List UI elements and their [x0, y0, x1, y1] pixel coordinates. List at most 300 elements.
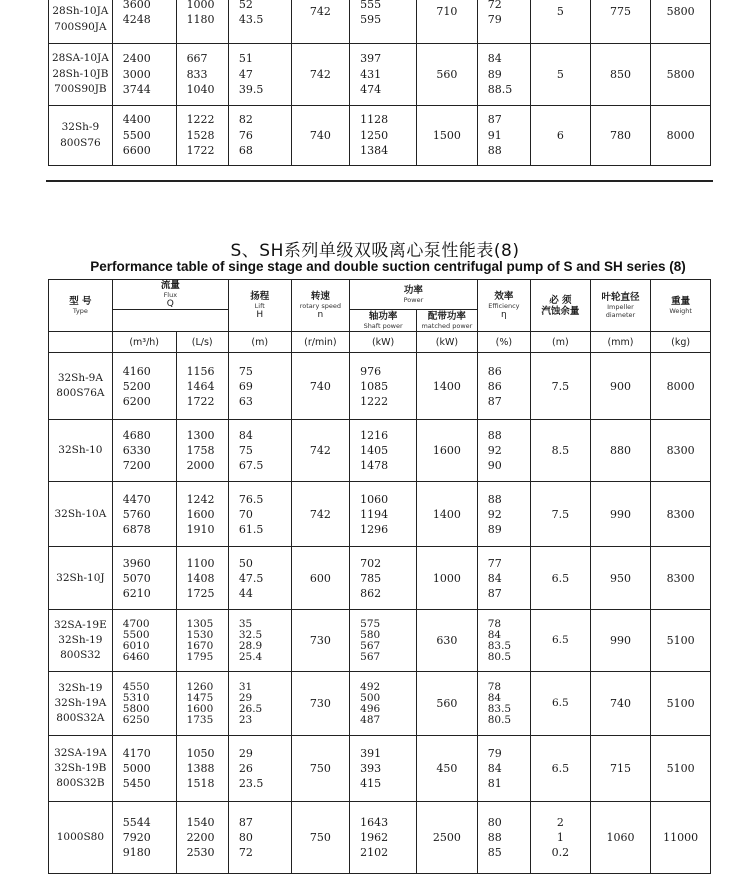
- cell-flow-m3h: [112, 802, 176, 874]
- cell-impeller-dia: 990: [590, 610, 651, 672]
- cell-value: 32Sh-19B: [54, 762, 107, 774]
- cell-matched-power: 2500: [417, 802, 478, 874]
- cell-flow-m3h: [112, 44, 176, 106]
- cell-matched-power: 1400: [417, 482, 478, 547]
- cell-value: 76.5: [238, 492, 264, 506]
- cell-efficiency: [477, 106, 530, 166]
- cell-value: 32SA-19E: [54, 619, 107, 631]
- cell-value: 1085: [360, 379, 389, 393]
- cell-value: 29: [238, 691, 253, 704]
- cell-value: 78: [487, 617, 502, 630]
- cell-speed: 730: [291, 610, 350, 672]
- cell-value: 1260: [186, 680, 214, 693]
- cell-weight: 5100: [651, 736, 711, 802]
- header-flow-q: [112, 310, 228, 332]
- cell-value: 88: [487, 492, 502, 506]
- cell-value: 75: [238, 364, 253, 378]
- cell-value: 1296: [360, 522, 389, 536]
- cell-value: 26.5: [238, 702, 263, 715]
- cell-value: 1670: [186, 639, 214, 652]
- cell-value: 1475: [186, 691, 214, 704]
- cell-value: 1478: [360, 459, 389, 472]
- cell-flow-m3h: [112, 736, 176, 802]
- cell-value: 47.5: [238, 571, 264, 585]
- cell-value: 89: [487, 522, 502, 536]
- table-row: [49, 547, 711, 610]
- cell-value: 28SA-10JA: [51, 52, 109, 65]
- cell-value: 84: [487, 628, 502, 641]
- cell-flow-m3h: [112, 547, 176, 610]
- cell-head: [228, 672, 291, 736]
- unit-cell: (kg): [651, 332, 711, 353]
- cell-npshr: [531, 420, 591, 482]
- cell-flow-m3h: [112, 672, 176, 736]
- cell-impeller-dia: 950: [590, 547, 651, 610]
- cell-value: 1725: [186, 586, 215, 600]
- cell-value: 800S76: [60, 136, 101, 149]
- cell-flow-m3h: [112, 0, 176, 44]
- cell-weight: 8000: [651, 353, 711, 420]
- cell-value: 75: [238, 444, 253, 457]
- cell-flow-m3h: [112, 482, 176, 547]
- cell-head: [228, 353, 291, 420]
- cell-value: 393: [360, 762, 382, 775]
- cell-value: 4248: [122, 13, 151, 26]
- cell-value: 32SA-19A: [54, 747, 107, 759]
- cell-value: 431: [360, 67, 382, 81]
- cell-value: 3000: [122, 67, 151, 81]
- cell-value: 1040: [186, 83, 215, 97]
- cell-value: 88: [487, 144, 502, 158]
- cell-shaft-power: [350, 672, 417, 736]
- cell-value: 785: [360, 571, 382, 585]
- cell-value: 3744: [122, 83, 151, 97]
- cell-value: 4700: [122, 617, 150, 630]
- cell-value: 1: [556, 831, 564, 844]
- table-title-english: Performance table of singe stage and double suction centrifugal pump of S and SH series (8): [90, 259, 686, 274]
- cell-value: 1962: [360, 831, 389, 844]
- cell-value: 84: [487, 691, 502, 704]
- cell-type: [49, 482, 113, 547]
- cell-npshr: 6: [531, 106, 591, 166]
- cell-value: 702: [360, 556, 382, 570]
- cell-value: 1194: [360, 507, 389, 521]
- cell-value: 72: [238, 846, 253, 859]
- cell-value: 595: [360, 13, 382, 26]
- cell-matched-power: 1600: [417, 420, 478, 482]
- cell-value: 5544: [122, 816, 151, 829]
- cell-value: 47: [238, 67, 253, 81]
- cell-value: 88.5: [487, 83, 513, 97]
- cell-value: 7920: [122, 831, 151, 844]
- cell-value: 32Sh-10: [58, 444, 103, 456]
- cell-speed: 742: [291, 482, 350, 547]
- cell-impeller-dia: 775: [590, 0, 651, 44]
- cell-value: 1300: [186, 429, 215, 442]
- cell-value: 23.5: [238, 777, 264, 790]
- cell-value: 7200: [122, 459, 151, 472]
- cell-head: [228, 547, 291, 610]
- cell-value: 2530: [186, 846, 215, 859]
- cell-value: 1600: [186, 507, 215, 521]
- cell-type: [49, 736, 113, 802]
- cell-value: 82: [238, 113, 253, 127]
- cell-type: [49, 0, 113, 44]
- table-row: [49, 802, 711, 874]
- cell-shaft-power: [350, 482, 417, 547]
- cell-value: 5310: [122, 691, 150, 704]
- cell-value: 1384: [360, 144, 389, 158]
- unit-cell: (mm): [590, 332, 651, 353]
- cell-impeller-dia: 740: [590, 672, 651, 736]
- cell-value: 6.5: [551, 762, 570, 775]
- cell-speed: 730: [291, 672, 350, 736]
- cell-head: [228, 44, 291, 106]
- cell-value: 35: [238, 617, 253, 630]
- unit-cell: (kW): [417, 332, 478, 353]
- cell-type: [49, 353, 113, 420]
- cell-value: 2400: [122, 52, 151, 66]
- cell-value: 6878: [122, 522, 151, 536]
- cell-value: 28.9: [238, 639, 263, 652]
- cell-flow-ls: [176, 353, 228, 420]
- cell-flow-ls: [176, 420, 228, 482]
- cell-value: 800S76A: [56, 387, 105, 399]
- cell-shaft-power: [350, 547, 417, 610]
- cell-matched-power: 630: [417, 610, 478, 672]
- cell-value: 1722: [186, 144, 215, 158]
- cell-value: 84: [487, 762, 502, 775]
- cell-value: 5000: [122, 762, 151, 775]
- cell-value: 1100: [186, 556, 215, 570]
- cell-impeller-dia: 900: [590, 353, 651, 420]
- cell-value: 397: [360, 52, 382, 66]
- cell-value: 6250: [122, 713, 150, 726]
- cell-value: 44: [238, 586, 253, 600]
- top-performance-table: [48, 0, 711, 166]
- cell-matched-power: 710: [417, 0, 478, 44]
- cell-efficiency: [477, 736, 530, 802]
- cell-value: 4680: [122, 429, 151, 442]
- table-row: [49, 44, 711, 106]
- cell-speed: 742: [291, 44, 350, 106]
- cell-value: 61.5: [238, 522, 264, 536]
- cell-value: 51: [238, 52, 253, 66]
- cell-value: 91: [487, 128, 502, 142]
- cell-value: 1405: [360, 444, 389, 457]
- cell-shaft-power: [350, 736, 417, 802]
- cell-flow-ls: [176, 482, 228, 547]
- cell-value: 6010: [122, 639, 150, 652]
- table-row: [49, 106, 711, 166]
- cell-efficiency: [477, 610, 530, 672]
- cell-value: 81: [487, 777, 502, 790]
- cell-head: [228, 0, 291, 44]
- cell-value: 833: [186, 67, 208, 81]
- header-head: 扬程 Lift H: [228, 280, 291, 332]
- unit-cell: (m): [531, 332, 591, 353]
- cell-value: 92: [487, 444, 502, 457]
- cell-head: [228, 106, 291, 166]
- cell-value: 6.5: [551, 571, 570, 585]
- cell-efficiency: [477, 672, 530, 736]
- cell-speed: 740: [291, 106, 350, 166]
- cell-impeller-dia: 1060: [590, 802, 651, 874]
- cell-value: 800S32: [60, 649, 101, 661]
- cell-value: 32.5: [238, 628, 263, 641]
- cell-type: [49, 44, 113, 106]
- cell-value: 63: [238, 394, 253, 408]
- cell-value: 1180: [186, 13, 215, 26]
- cell-weight: 11000: [651, 802, 711, 874]
- cell-value: 67.5: [238, 459, 264, 472]
- cell-value: 487: [360, 713, 381, 726]
- cell-value: 1242: [186, 492, 215, 506]
- header-power: 功率 Power: [350, 280, 478, 310]
- cell-weight: 8300: [651, 547, 711, 610]
- cell-value: 28Sh-10JA: [52, 5, 109, 18]
- cell-flow-ls: [176, 736, 228, 802]
- cell-shaft-power: [350, 106, 417, 166]
- cell-value: 800S32A: [56, 712, 105, 724]
- cell-value: 500: [360, 691, 381, 704]
- cell-value: 2102: [360, 846, 389, 859]
- cell-value: 1758: [186, 444, 215, 457]
- cell-value: 52: [238, 0, 253, 11]
- cell-value: 1722: [186, 394, 215, 408]
- cell-value: 5070: [122, 571, 151, 585]
- cell-value: 32Sh-19A: [54, 697, 107, 709]
- cell-efficiency: [477, 353, 530, 420]
- cell-value: 1156: [186, 364, 215, 378]
- cell-flow-m3h: [112, 106, 176, 166]
- cell-value: 87: [238, 816, 253, 829]
- cell-shaft-power: [350, 610, 417, 672]
- table-row: [49, 672, 711, 736]
- cell-value: 88: [487, 429, 502, 442]
- cell-value: 2200: [186, 831, 215, 844]
- cell-value: 567: [360, 639, 381, 652]
- top-table-bottom-rule: [46, 180, 713, 182]
- cell-type: [49, 672, 113, 736]
- cell-value: 0.2: [551, 846, 570, 859]
- header-shaft-power: 轴功率 Shaft power: [350, 310, 417, 332]
- table-row: [49, 482, 711, 547]
- cell-value: 83.5: [487, 639, 512, 652]
- cell-value: 72: [487, 0, 502, 11]
- header-row-1: [49, 280, 711, 310]
- cell-value: 86: [487, 364, 502, 378]
- cell-value: 28Sh-10JB: [52, 67, 109, 80]
- cell-value: 1216: [360, 429, 389, 442]
- cell-value: 1530: [186, 628, 214, 641]
- cell-value: 567: [360, 650, 381, 663]
- cell-value: 76: [238, 128, 253, 142]
- cell-value: 87: [487, 586, 502, 600]
- cell-value: 580: [360, 628, 381, 641]
- cell-value: 5200: [122, 379, 151, 393]
- header-flow: 流量 Flux Q: [112, 280, 228, 310]
- cell-value: 667: [186, 52, 208, 66]
- cell-value: 1050: [186, 747, 215, 760]
- cell-value: 700S90JA: [54, 20, 107, 33]
- cell-value: 83.5: [487, 702, 512, 715]
- cell-value: 496: [360, 702, 381, 715]
- cell-head: [228, 802, 291, 874]
- cell-npshr: 5: [531, 0, 591, 44]
- cell-npshr: [531, 547, 591, 610]
- cell-value: 87: [487, 113, 502, 127]
- table-title-chinese: S、SH系列单级双吸离心泵性能表(8): [230, 241, 520, 261]
- cell-weight: 8300: [651, 420, 711, 482]
- cell-impeller-dia: 850: [590, 44, 651, 106]
- cell-value: 79: [487, 747, 502, 760]
- cell-value: 78: [487, 680, 502, 693]
- cell-value: 7.5: [551, 379, 570, 393]
- unit-cell: (m): [228, 332, 291, 353]
- cell-npshr: [531, 672, 591, 736]
- cell-value: 31: [238, 680, 253, 693]
- cell-matched-power: 1500: [417, 106, 478, 166]
- table-row: [49, 610, 711, 672]
- cell-value: 88: [487, 831, 502, 844]
- cell-value: 1910: [186, 522, 215, 536]
- cell-value: 86: [487, 379, 502, 393]
- cell-value: 32Sh-19: [58, 682, 103, 694]
- cell-value: 391: [360, 747, 382, 760]
- cell-value: 4470: [122, 492, 151, 506]
- cell-shaft-power: [350, 420, 417, 482]
- cell-value: 1060: [360, 492, 389, 506]
- cell-value: 2000: [186, 459, 215, 472]
- cell-value: 700S90JB: [54, 83, 107, 96]
- cell-type: [49, 802, 113, 874]
- cell-type: [49, 610, 113, 672]
- header-type: 型 号 Type: [49, 280, 113, 332]
- cell-value: 80.5: [487, 713, 512, 726]
- cell-efficiency: [477, 482, 530, 547]
- cell-value: 4550: [122, 680, 150, 693]
- unit-cell: (L/s): [176, 332, 228, 353]
- header-weight: 重量 Weight: [651, 280, 711, 332]
- cell-head: [228, 610, 291, 672]
- cell-value: 3600: [122, 0, 151, 11]
- cell-value: 492: [360, 680, 381, 693]
- cell-value: 32Sh-19: [58, 634, 103, 646]
- cell-value: 92: [487, 507, 502, 521]
- cell-value: 1222: [186, 113, 215, 127]
- cell-shaft-power: [350, 44, 417, 106]
- cell-value: 70: [238, 507, 253, 521]
- cell-value: 1000S80: [56, 831, 105, 843]
- header-impeller-diameter: 叶轮直径 Impeller diameter: [590, 280, 651, 332]
- cell-value: 43.5: [238, 13, 264, 26]
- cell-value: 9180: [122, 846, 151, 859]
- cell-value: 1000: [186, 0, 215, 11]
- cell-efficiency: [477, 44, 530, 106]
- cell-value: 80: [238, 831, 253, 844]
- cell-value: 5500: [122, 128, 151, 142]
- cell-value: 5450: [122, 777, 151, 790]
- cell-weight: 8000: [651, 106, 711, 166]
- cell-value: 6.5: [552, 634, 569, 646]
- cell-value: 6.5: [552, 697, 569, 709]
- cell-matched-power: 560: [417, 44, 478, 106]
- cell-shaft-power: [350, 802, 417, 874]
- cell-efficiency: [477, 0, 530, 44]
- cell-value: 1408: [186, 571, 215, 585]
- cell-weight: 5100: [651, 610, 711, 672]
- cell-impeller-dia: 880: [590, 420, 651, 482]
- cell-value: 69: [238, 379, 253, 393]
- cell-value: 575: [360, 617, 381, 630]
- cell-value: 5800: [122, 702, 150, 715]
- cell-speed: 742: [291, 420, 350, 482]
- cell-matched-power: 560: [417, 672, 478, 736]
- cell-efficiency: [477, 547, 530, 610]
- cell-value: 6210: [122, 586, 151, 600]
- unit-cell: (kW): [350, 332, 417, 353]
- cell-shaft-power: [350, 353, 417, 420]
- cell-value: 7.5: [551, 507, 570, 521]
- cell-value: 2: [556, 816, 564, 829]
- cell-speed: 750: [291, 802, 350, 874]
- cell-speed: 600: [291, 547, 350, 610]
- cell-speed: 750: [291, 736, 350, 802]
- cell-matched-power: 450: [417, 736, 478, 802]
- cell-value: 80: [487, 816, 502, 829]
- header-efficiency: 效率 Efficiency η: [477, 280, 530, 332]
- cell-impeller-dia: 990: [590, 482, 651, 547]
- cell-flow-ls: [176, 802, 228, 874]
- cell-value: 1795: [186, 650, 214, 663]
- cell-value: 50: [238, 556, 253, 570]
- performance-table: [48, 279, 711, 874]
- cell-value: 8.5: [551, 444, 570, 457]
- cell-value: 4170: [122, 747, 151, 760]
- cell-flow-m3h: [112, 353, 176, 420]
- cell-npshr: [531, 353, 591, 420]
- header-speed: 转速 rotary speed n: [291, 280, 350, 332]
- cell-value: 4400: [122, 113, 151, 127]
- cell-flow-ls: [176, 672, 228, 736]
- cell-flow-ls: [176, 0, 228, 44]
- cell-value: 6330: [122, 444, 151, 457]
- cell-npshr: [531, 610, 591, 672]
- unit-cell: (m³/h): [112, 332, 176, 353]
- cell-value: 1222: [360, 394, 389, 408]
- cell-value: 39.5: [238, 83, 264, 97]
- cell-value: 32Sh-9A: [57, 372, 103, 384]
- cell-value: 84: [238, 429, 253, 442]
- table-row: [49, 353, 711, 420]
- table-row: [49, 736, 711, 802]
- cell-value: 1305: [186, 617, 214, 630]
- cell-npshr: [531, 802, 591, 874]
- cell-npshr: [531, 482, 591, 547]
- cell-value: 79: [487, 13, 502, 26]
- cell-type: [49, 106, 113, 166]
- cell-value: 5500: [122, 628, 150, 641]
- cell-impeller-dia: 715: [590, 736, 651, 802]
- cell-weight: 8300: [651, 482, 711, 547]
- cell-value: 85: [487, 846, 502, 859]
- cell-weight: 5800: [651, 44, 711, 106]
- cell-flow-ls: [176, 44, 228, 106]
- cell-value: 1518: [186, 777, 215, 790]
- cell-weight: 5800: [651, 0, 711, 44]
- cell-value: 1128: [360, 113, 389, 127]
